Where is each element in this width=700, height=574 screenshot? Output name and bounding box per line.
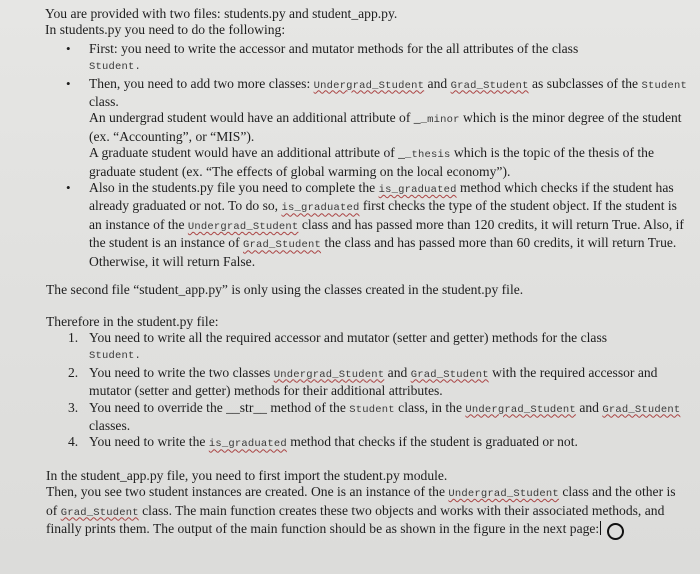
bullet-dot-icon: • <box>66 40 71 56</box>
bullet-text: method which checks if the student has already graduated or not. To do so, <box>89 180 674 214</box>
numbered-item-2 <box>46 365 688 400</box>
item-number: 1. <box>68 329 79 345</box>
final-paragraph <box>46 468 688 540</box>
code-span: Grad_Student <box>243 239 322 252</box>
bullet-text: as subclasses of the <box>528 75 642 91</box>
code-span: Grad_Student <box>602 403 681 416</box>
spacer <box>46 299 688 314</box>
numbered-item-4 <box>46 434 688 452</box>
code-span: is_graduated <box>281 202 360 215</box>
code-span: _thesis <box>404 149 451 162</box>
thesis-text: A graduate student would have an additional attribute of _ <box>89 145 405 161</box>
spacer <box>46 270 688 282</box>
bullet-dot-icon: • <box>66 180 71 196</box>
item-number: 2. <box>68 364 79 380</box>
final-text: class. The main function creates these two objects and works with their associated methods, and finally prints them. The output of the main function should be as shown in the figure in the next page: <box>46 502 665 536</box>
item-text: and <box>384 364 411 380</box>
bullet-item-3 <box>46 180 688 270</box>
bullet-item-2 <box>46 76 688 180</box>
spacer <box>46 453 688 468</box>
code-span: Undergrad_Student <box>465 403 576 416</box>
item-text: You need to write all the required accessor and mutator (setter and getter) methods for the class <box>89 329 608 345</box>
item-number: 3. <box>68 399 79 415</box>
code-span: Grad_Student <box>410 368 489 381</box>
final-text: class and the other is of <box>46 484 676 518</box>
bullet-text: the class and has passed more than 60 credits, it will return True. Otherwise, it will return False. <box>89 235 677 269</box>
item-text: and <box>575 399 603 415</box>
text-cursor <box>600 521 601 535</box>
item-text: You need to override the __str__ method of the <box>89 399 350 415</box>
bullet-text: Also in the students.py file you need to complete the <box>89 180 379 196</box>
item-text: with the required accessor and mutator (setter and getter) methods for their additional attributes. <box>89 364 658 399</box>
second-file-paragraph: The second file “student_app.py” is only using the classes created in the student.py file. <box>46 282 524 298</box>
thesis-paragraph <box>89 145 688 180</box>
code-span: is_graduated <box>208 438 287 451</box>
bullet-text: class and has passed more than 120 credits, it will return True. Also, if the student is an instance of <box>89 216 684 251</box>
item-number: 4. <box>68 434 79 450</box>
final-text: In the student_app.py file, you need to first import the student.py module. <box>46 467 448 483</box>
intro-line-1: You are provided with two files: students.py and student_app.py. <box>45 6 398 21</box>
minor-text: An undergrad student would have an additional attribute of _ <box>89 110 421 126</box>
code-span: Student. <box>89 350 142 363</box>
code-span: Grad_Student <box>60 506 139 519</box>
code-span: Undergrad_Student <box>448 488 559 501</box>
bullet-item-1 <box>46 41 688 76</box>
intro-line-2: In students.py you need to do the following: <box>45 22 286 38</box>
bullet-dot-icon: • <box>66 75 71 91</box>
minor-text: which is the minor degree of the student (ex. “Accounting”, or “MIS”). <box>89 110 682 144</box>
code-span: Grad_Student <box>450 79 529 92</box>
code-span: _minor <box>420 114 460 127</box>
numbered-list <box>46 330 688 453</box>
bullet-text: class. <box>89 94 119 110</box>
item-text: classes. <box>89 417 131 433</box>
final-text: Then, you see two student instances are created. One is an instance of the <box>46 484 449 500</box>
code-span: Undergrad_Student <box>187 220 299 233</box>
item-text: You need to write the two classes <box>89 364 274 380</box>
code-span: Student <box>641 79 688 92</box>
cursor-ring-icon <box>607 523 624 540</box>
code-span: is_graduated <box>378 184 457 197</box>
item-text: method that checks if the student is graduated or not. <box>286 434 578 450</box>
code-span: Undergrad_Student <box>273 368 385 381</box>
code-span: Student <box>349 403 395 416</box>
bullet-text: Then, you need to add two more classes: <box>89 75 314 91</box>
bullet-text: first checks the type of the student object. If the student is an instance of the <box>89 198 677 232</box>
bullet-text: and <box>424 75 451 91</box>
item-text: You need to write the <box>89 434 209 450</box>
thesis-text: which is the topic of the thesis of the graduate student (ex. “The effects of global warming on the local economy”). <box>89 145 654 179</box>
numbered-item-1 <box>46 330 688 365</box>
bullet-list <box>46 41 688 270</box>
code-span: Undergrad_Student <box>313 79 425 92</box>
code-span: Student. <box>89 61 142 74</box>
therefore-heading: Therefore in the student.py file: <box>46 313 219 329</box>
item-text: class, in the <box>394 399 466 415</box>
minor-paragraph <box>89 110 688 145</box>
numbered-item-3 <box>46 400 688 435</box>
bullet-text: First: you need to write the accessor and mutator methods for the all attributes of the class <box>89 40 579 56</box>
